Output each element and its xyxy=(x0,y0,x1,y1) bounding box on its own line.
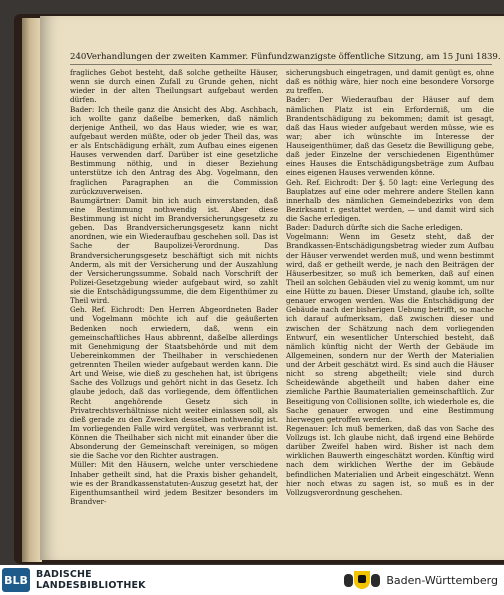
blb-line1: BADISCHE xyxy=(36,569,92,580)
bw-branding[interactable] xyxy=(342,569,498,591)
paragraph: sicherungsbuch eingetragen, und damit genügt es, ohne daß es nöthig wäre, hier noch eine besondere Vorsorge zu treffen. xyxy=(286,68,494,96)
blb-branding[interactable] xyxy=(2,568,146,592)
left-column xyxy=(70,68,278,506)
page-header xyxy=(70,52,501,62)
right-column xyxy=(286,68,494,497)
coat-of-arms-icon xyxy=(342,569,382,591)
blb-logo-icon: BLB xyxy=(2,568,30,592)
paragraph: Bader: Der Wiederaufbau der Häuser auf dem nämlichen Platz ist ein Erforderniß, um die Brandentschädigung zu bekommen; damit ist gesagt, daß das Haus wieder aufgebaut werden müsse, wie es war; aber ich wünschte im Interesse der Hauseigenthümer, daß das Gesetz die Bewilligung gebe, daß jeder Einzelne der verschiedenen Eigenthümer eines Hauses die Entschädigungsbeträge zum Aufbau eines eigenen Hauses verwenden könne. xyxy=(286,95,494,178)
paragraph: Vogelmann: Wenn im Gesetz steht, daß der Brandkassen-Entschädigungsbetrag wieder zum Aufbau der Häuser verwendet werden muß, und wenn bestimmt wird, daß er getheilt werde, je nach den Beiträgen der Häuserbesitzer, so muß ich bemerken, daß auf einen Theil an solchen Gebäuden viel zu wenig kommt, um nur eine Hütte zu bauen. Dieser Umstand, glaube ich, sollte genauer erwogen werden. Was die Entschädigung der Gebäude nach der bisherigen Uebung betrifft, so mache ich darauf aufmerksam, daß zwischen dieser und zwischen der Schätzung nach dem vorliegenden Entwurf, ein wesentlicher Unterschied besteht, daß nämlich künftig nicht der Werth der Gebäude im Allgemeinen, sondern nur der Werth der Materialien und der Arbeit geschätzt wird. Es sind auch die Häuser nicht so streng abgetheilt; viele sind durch Scheidewände abgetheilt und haben daher eine ziemliche Parthie Baumaterialien gemeinschaftlich. Zur Beseitigung von Collisionen sollte, ich wiederhole es, die Sache genauer erwogen und eine Bestimmung hierwegen getroffen werden. xyxy=(286,232,494,424)
blb-name xyxy=(36,569,146,591)
header-rule xyxy=(70,64,492,65)
paragraph: Baumgärtner: Damit bin ich auch einverstanden, daß eine Bestimmung nothwendig ist. Aber diese Bestimmung ist nicht im Brandversicherungsgesetz zu geben. Das Brandversicherungsgesetz kann nicht anordnen, wie ein Wiederaufbau geschehen soll. Das ist Sache der Baupolizei-Verordnung. Das Brandversicherungsgesetz beschäftigt sich mit nichts Anderm, als mit der Versicherung und der Auszahlung der Versicherungssumme. Sobald nach Vorschrift der Polizei-Gesetzgebung wieder aufgebaut wird, so zahlt sie die Entschädigungssumme, die dem Eigenthümer zu Theil wird. xyxy=(70,195,278,306)
footer-bar xyxy=(0,565,504,595)
paragraph: Regenauer: Ich muß bemerken, daß das von Sache des Vollzugs ist. Ich glaube nicht, daß irgend eine Behörde darüber Zweifel haben wird. Bisher ist nach dem wirklichen Bauwerth eingeschätzt worden. Künftig wird nach dem wirklichen Werthe der im Gebäude befindlichen Materialien und Arbeit eingeschätzt. Wenn hier noch etwas zu sagen ist, so muß es in der Vollzugsverordnung geschehen. xyxy=(286,423,494,497)
page-number: 240 xyxy=(70,52,87,62)
paragraph: Müller: Mit den Häusern, welche unter verschiedene Inhaber getheilt sind, hat die Praxis bisher gehandelt, wie es der Brandkassenstatuten-Auszug gesetzt hat, der Eigenthumsantheil wird jedem Besitzer besonders im Brandver- xyxy=(70,460,278,506)
paragraph: Geh. Ref. Eichrodt: Den Herren Abgeordneten Bader und Vogelmann möchte ich auf die geäußerten Bedenken noch erwiedern, daß, wenn ein gemeinschaftliches Haus abbrennt, daßelbe allerdings mit Genehmigung der Staatsbehörde und mit dem Uebereinkommen der Theilhaber in verschiedenen getrennten Theilen wieder aufgebaut werden kann. Die Art und Weise, wie dieß zu geschehen hat, ist übrigens Sache des Vollzugs und gehört nicht in das Gesetz. Ich glaube jedoch, daß das vorliegende, dem öffentlichen Recht angehörende Gesetz sich in Privatrechtsverhältnisse nicht weiter einlassen soll, als dieß gerade zu den Zwecken desselben nothwendig ist. Im vorliegenden Falle wird vergütet, was verbrannt ist. Können die Theilhaber sich nicht mit einander über die Absonderung der Gemeinschaft vereinigen, so mögen sie die Sache vor den Richter austragen. xyxy=(70,305,278,461)
paragraph: fragliches Gebot besteht, daß solche getheilte Häuser, wenn sie durch einen Zufall zu Grunde gehen, nicht wieder in der alten Theilungsart aufgebaut werden dürfen. xyxy=(70,68,278,105)
text-columns xyxy=(70,68,494,506)
blb-line2: LANDESBIBLIOTHEK xyxy=(36,580,146,591)
running-title: Verhandlungen der zweiten Kammer. Fünfundzwanzigste öffentliche Sitzung, am 15 Juni 1839. xyxy=(86,52,501,62)
paragraph: Geh. Ref. Eichrodt: Der §. 50 lagt: eine Verlegung des Bauplatzes auf eine oder mehrere andere Stellen kann innerhalb des nämlichen Gemeindebezirks von dem Bezirksamt r. gestattet werden, — und damit wird sich die Sache erledigen. xyxy=(286,177,494,223)
paragraph: Bader: Ich theile ganz die Ansicht des Abg. Aschbach, ich wollte ganz daßelbe bemerken, daß nämlich derjenige Antheil, wo das Haus wieder, wie es war, aufgebaut werden müßte, oder ob jeder Theil das, was er als Entschädigung erhält, zum Aufbau eines eigenen Hauses verwenden darf. Darüber ist eine gesetzliche Bestimmung nöthig, und in dieser Beziehung unterstütze ich den Antrag des Abg. Vogelmann, den fraglichen Paragraphen an die Commission zurückzuverweisen. xyxy=(70,104,278,196)
page-edge xyxy=(22,18,42,562)
paragraph: Bader: Dadurch dürfte sich die Sache erledigen. xyxy=(286,223,463,233)
bw-label: Baden-Württemberg xyxy=(386,573,498,587)
